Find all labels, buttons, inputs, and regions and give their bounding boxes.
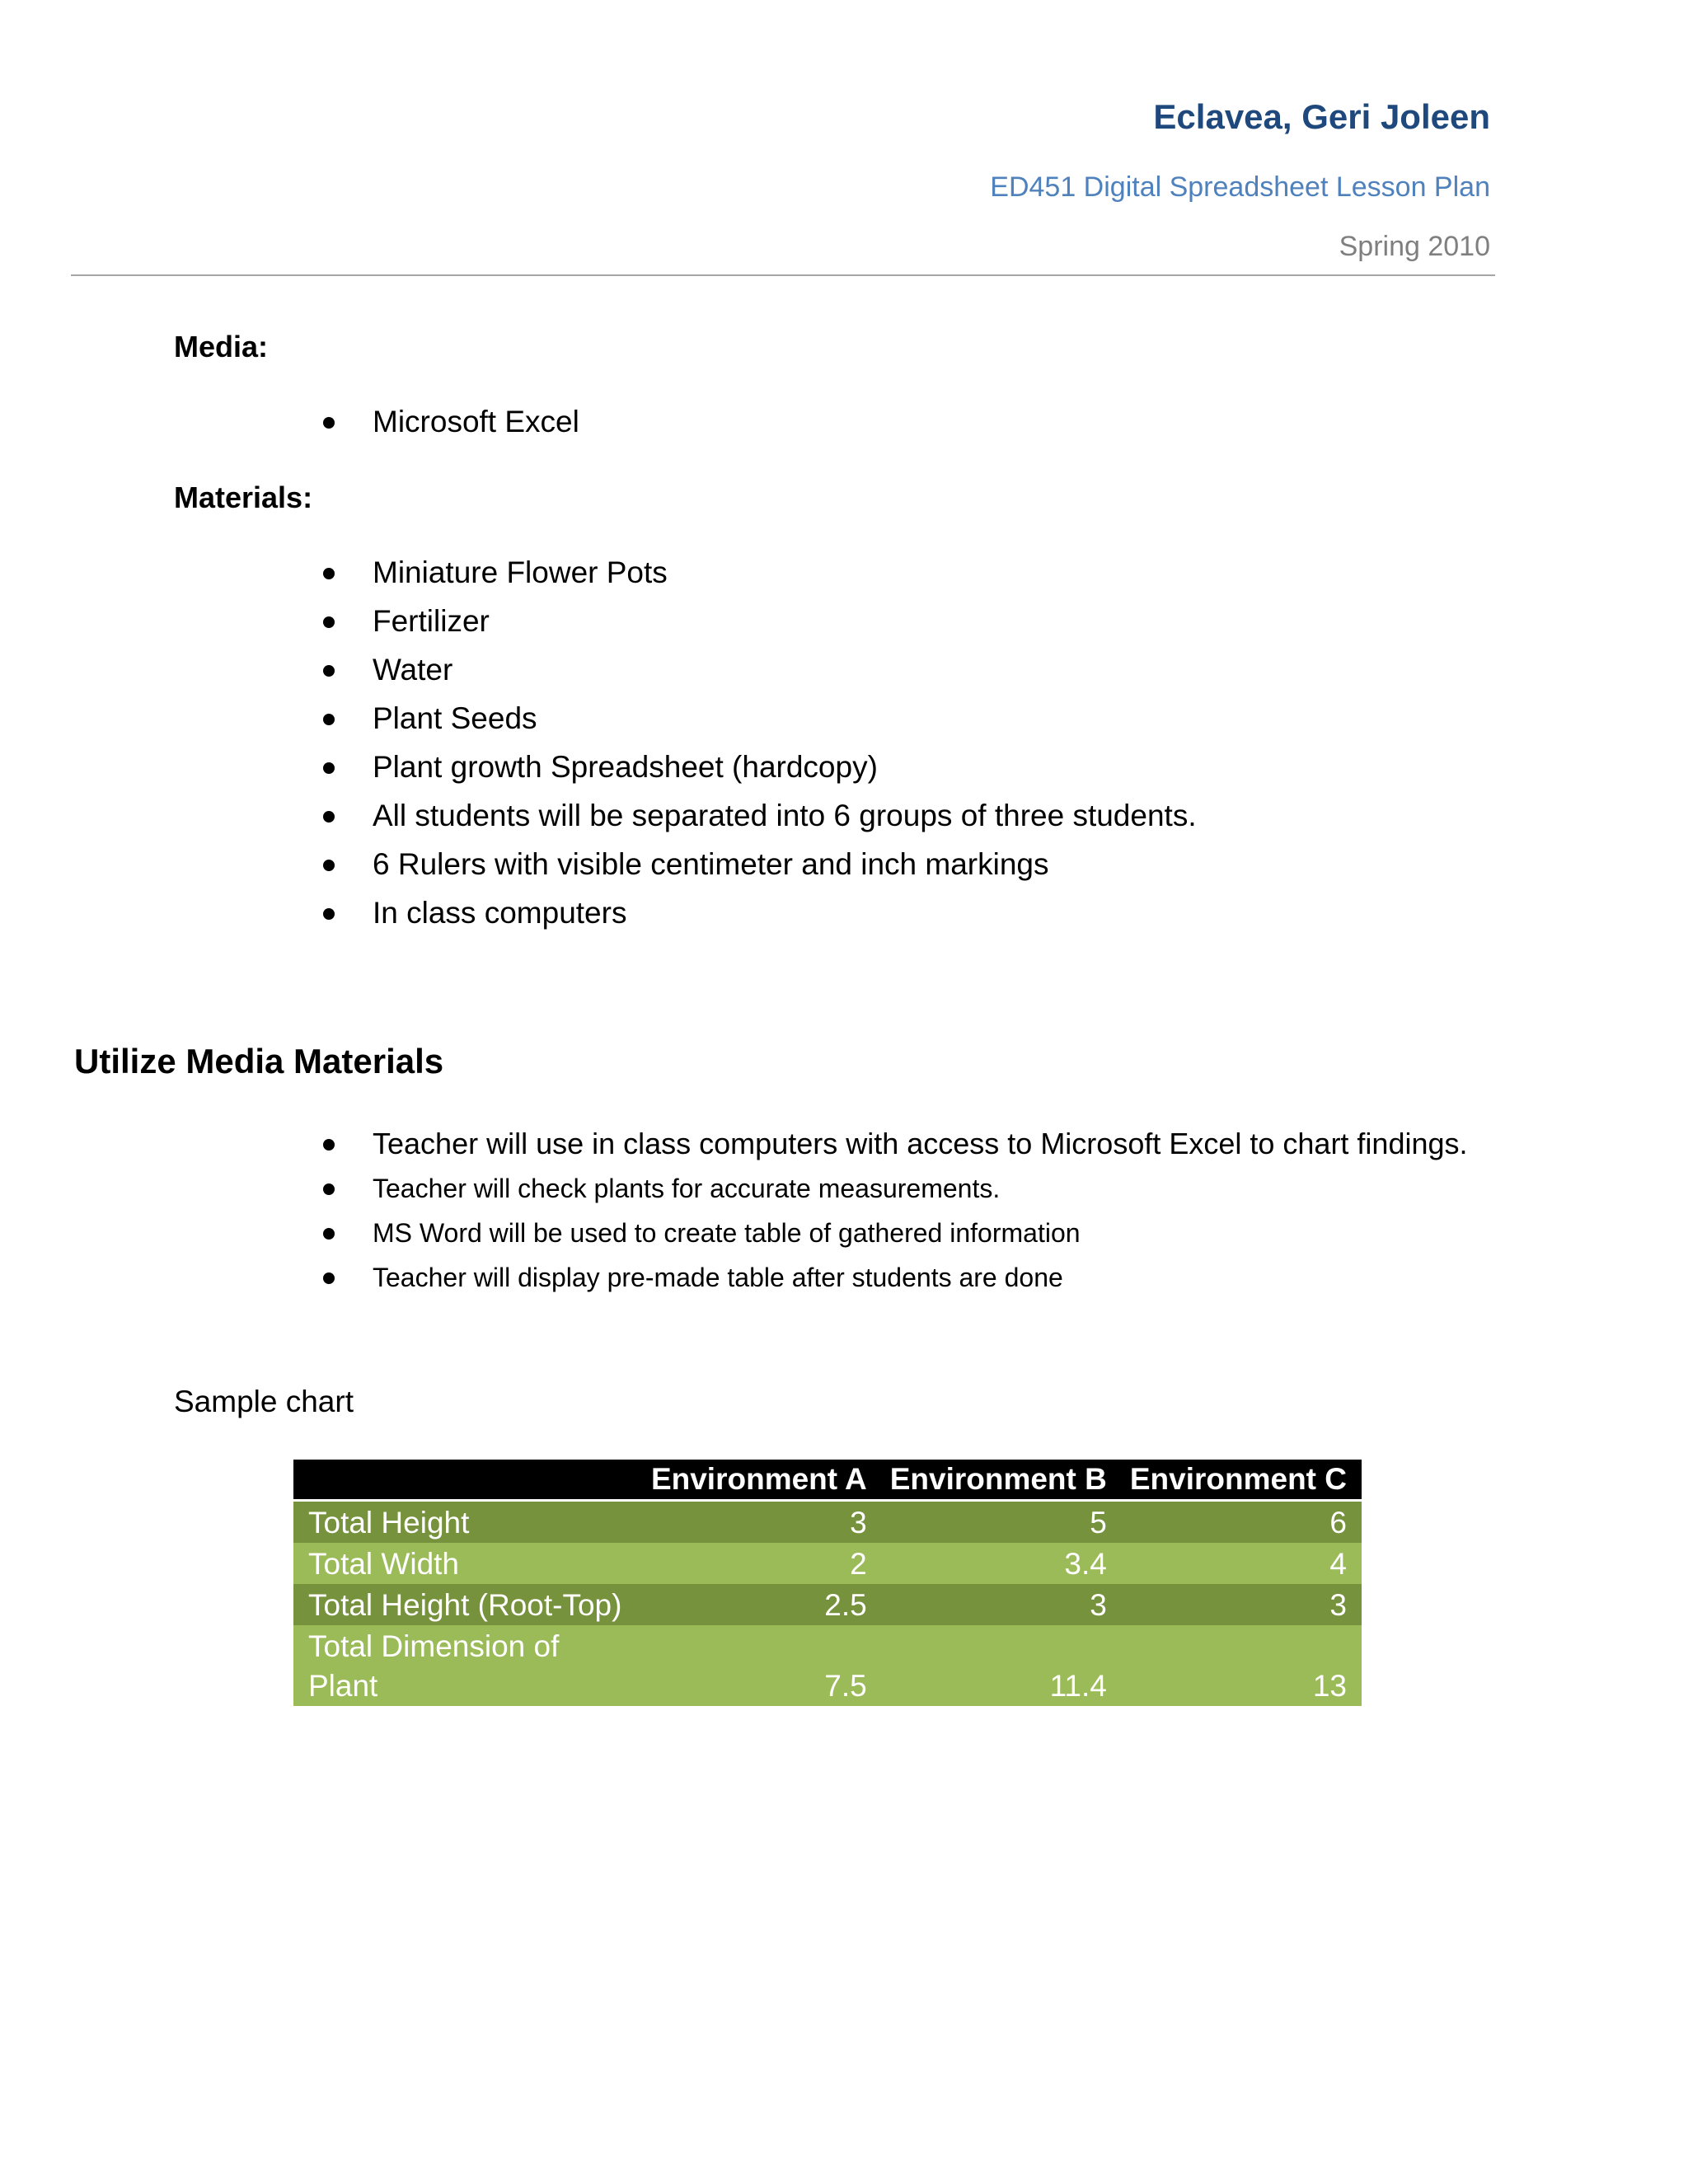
list-item (323, 701, 1197, 749)
list-item (323, 895, 1197, 944)
cell-value: 3 (1122, 1584, 1362, 1625)
bullet-icon (323, 1228, 335, 1240)
materials-label: Materials: (174, 480, 313, 514)
list-item-text: In class computers (373, 896, 627, 930)
cell-value: 5 (882, 1501, 1122, 1544)
cell-value: 6 (1122, 1501, 1362, 1544)
row-label: Total Dimension of Plant (293, 1625, 643, 1706)
list-item (323, 846, 1197, 895)
media-list (323, 404, 579, 452)
cell-value: 2.5 (643, 1584, 882, 1625)
materials-list (323, 555, 1197, 944)
list-item (323, 1261, 1468, 1305)
list-item (323, 749, 1197, 798)
cell-value: 11.4 (882, 1625, 1122, 1706)
list-item-text: MS Word will be used to create table of gathered information (373, 1218, 1081, 1248)
list-item-text: Teacher will check plants for accurate measurements. (373, 1174, 1001, 1203)
list-item-text: Plant growth Spreadsheet (hardcopy) (373, 750, 878, 784)
column-header-environment-c: Environment C (1122, 1460, 1362, 1501)
list-item-text: Fertilizer (373, 604, 490, 638)
list-item-text: Water (373, 653, 453, 687)
list-item (323, 1172, 1468, 1216)
table-row (293, 1584, 1362, 1625)
bullet-icon (323, 1272, 335, 1284)
list-item (323, 652, 1197, 701)
list-item (323, 404, 579, 452)
cell-value: 3 (643, 1501, 882, 1544)
bullet-icon (323, 616, 335, 628)
media-label: Media: (174, 330, 269, 363)
utilize-list (323, 1127, 1468, 1305)
list-item-text: All students will be separated into 6 groups of three students. (373, 799, 1197, 832)
table-row (293, 1501, 1362, 1544)
bullet-icon (323, 1183, 335, 1195)
list-item (323, 555, 1197, 603)
bullet-icon (323, 762, 335, 774)
list-item-text: 6 Rulers with visible centimeter and inch markings (373, 847, 1049, 881)
list-item-text: Plant Seeds (373, 701, 537, 735)
list-item (323, 603, 1197, 652)
bullet-icon (323, 714, 335, 725)
bullet-icon (323, 417, 335, 429)
bullet-icon (323, 1139, 335, 1151)
cell-value: 7.5 (643, 1625, 882, 1706)
header-divider (71, 274, 1495, 276)
cell-value: 4 (1122, 1543, 1362, 1584)
list-item (323, 798, 1197, 846)
list-item-text: Teacher will use in class computers with access to Microsoft Excel to chart findings. (373, 1127, 1468, 1160)
cell-value: 3 (882, 1584, 1122, 1625)
list-item (323, 1127, 1468, 1172)
cell-value: 3.4 (882, 1543, 1122, 1584)
course-title: ED451 Digital Spreadsheet Lesson Plan (990, 171, 1490, 203)
bullet-icon (323, 908, 335, 920)
table-row (293, 1625, 1362, 1706)
row-label: Total Height (Root-Top) (293, 1584, 643, 1625)
table-header-row (293, 1460, 1362, 1501)
table-row (293, 1543, 1362, 1584)
list-item (323, 1216, 1468, 1261)
bullet-icon (323, 568, 335, 579)
cell-value: 2 (643, 1543, 882, 1584)
term: Spring 2010 (1339, 231, 1490, 262)
row-label: Total Height (293, 1501, 643, 1544)
cell-value: 13 (1122, 1625, 1362, 1706)
bullet-icon (323, 665, 335, 677)
column-header-environment-a: Environment A (643, 1460, 882, 1501)
sample-data-table (293, 1460, 1362, 1706)
column-header-blank (293, 1460, 643, 1501)
bullet-icon (323, 811, 335, 823)
list-item-text: Microsoft Excel (373, 405, 579, 438)
sample-chart-label: Sample chart (174, 1385, 354, 1418)
column-header-environment-b: Environment B (882, 1460, 1122, 1501)
bullet-icon (323, 860, 335, 871)
utilize-heading: Utilize Media Materials (74, 1042, 444, 1080)
list-item-text: Teacher will display pre-made table after students are done (373, 1263, 1063, 1292)
row-label: Total Width (293, 1543, 643, 1584)
list-item-text: Miniature Flower Pots (373, 555, 668, 589)
author-name: Eclavea, Geri Joleen (1153, 97, 1490, 136)
